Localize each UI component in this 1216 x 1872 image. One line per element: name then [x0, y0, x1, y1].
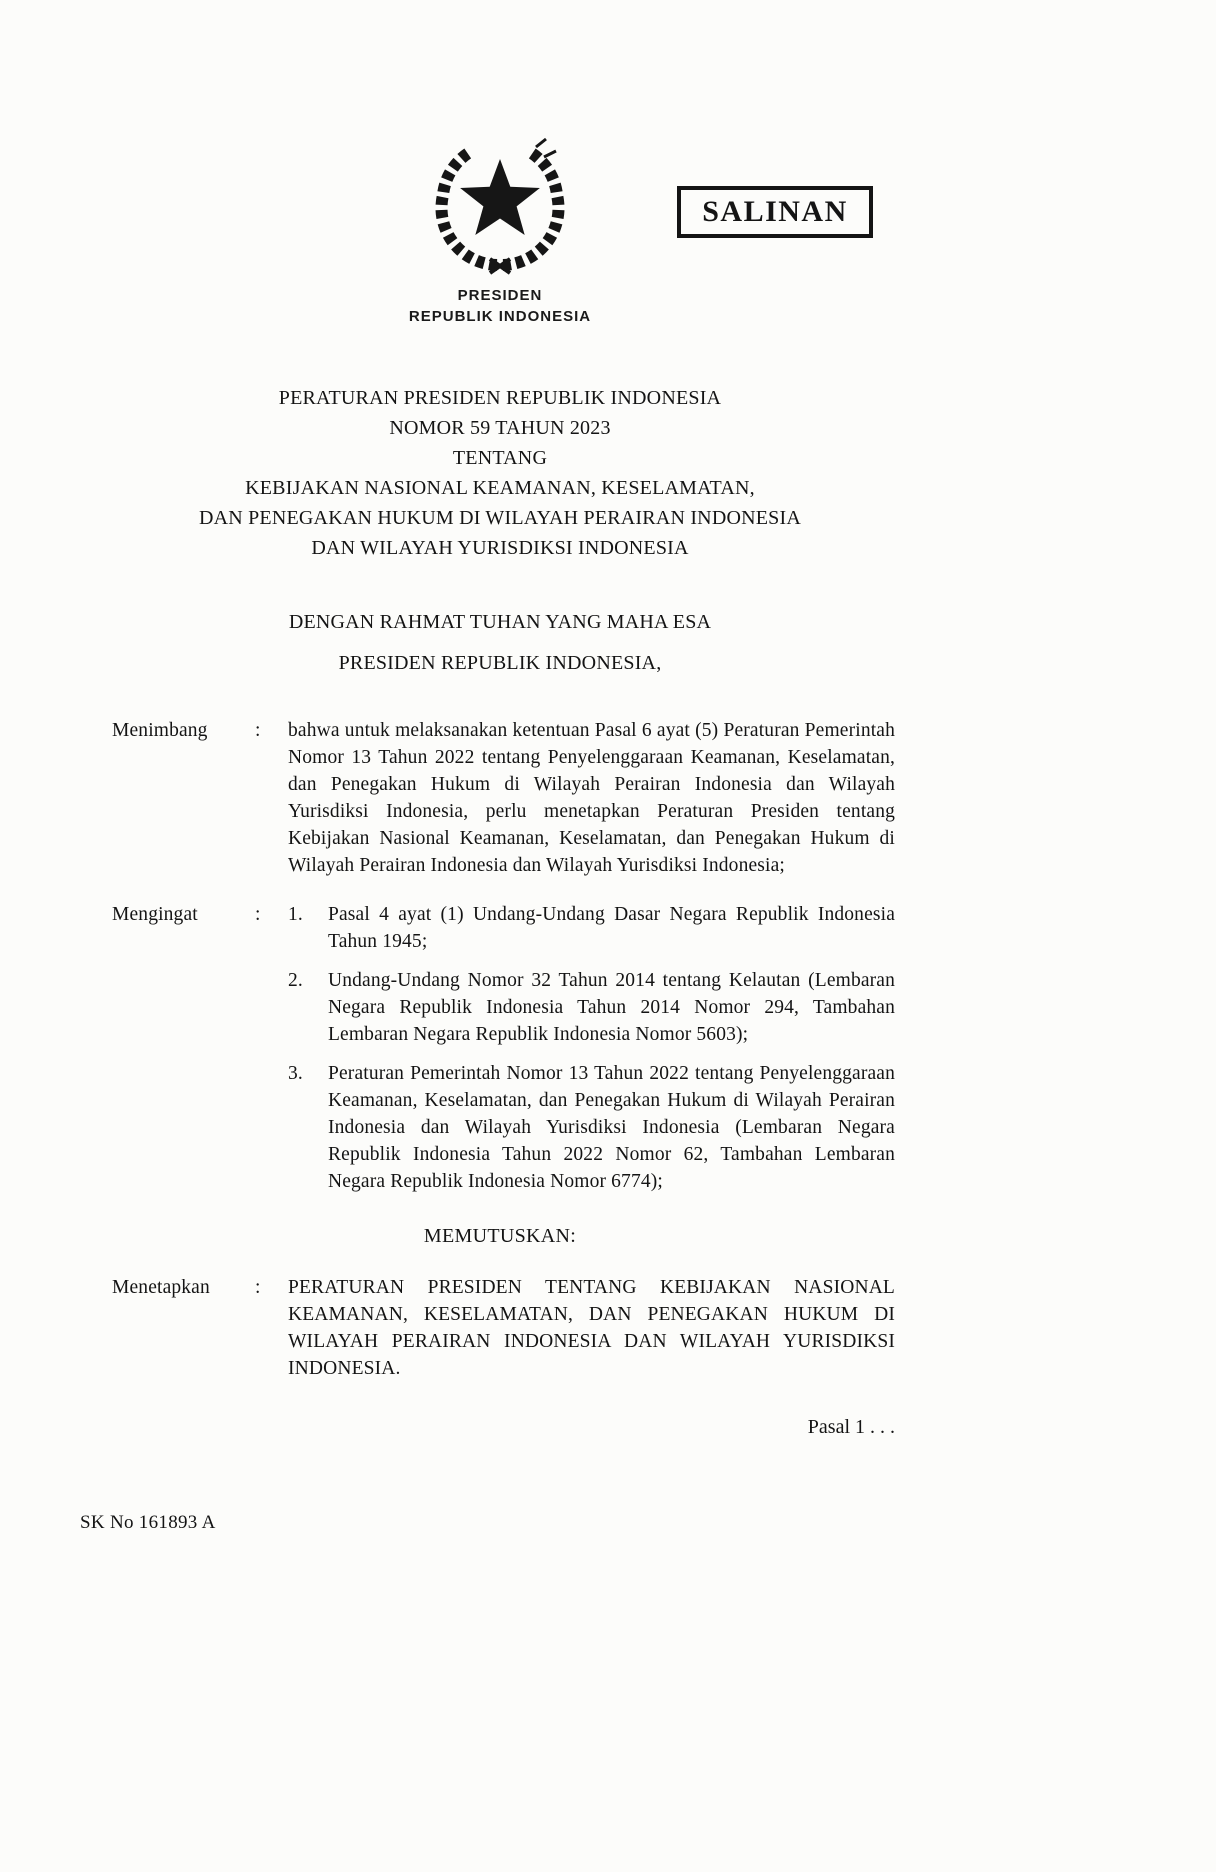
considering-text: bahwa untuk melaksanakan ketentuan Pasal 6 ayat (5) Peraturan Pemerintah Nomor 13 Tahun 2022 tentang Penyelenggaraan Keamanan, Keselamatan, dan Penegakan Hukum di Wilayah Perairan Indonesia dan Wilayah Yurisdiksi Indonesia, perlu menetapkan Peraturan Presiden tentang Kebijakan Nasional Keamanan, Keselamatan, dan Penegakan Hukum di Wilayah Perairan Indonesia dan Wilayah Yurisdiksi Indonesia;: [288, 720, 895, 876]
list-item: [288, 967, 895, 1048]
salinan-stamp-label: SALINAN: [702, 195, 848, 228]
title-line-5: DAN PENEGAKAN HUKUM DI WILAYAH PERAIRAN INDONESIA: [198, 507, 801, 529]
deciding-clause: [105, 1274, 895, 1382]
list-item-number: 2.: [288, 970, 303, 991]
document-content: [105, 0, 895, 1439]
title-line-6: DAN WILAYAH YURISDIKSI INDONESIA: [311, 537, 689, 559]
letterhead-line-republik: REPUBLIK INDONESIA: [408, 308, 592, 325]
title-line-1: PERATURAN PRESIDEN REPUBLIK INDONESIA: [278, 387, 722, 409]
title-line-4: KEBIJAKAN NASIONAL KEAMANAN, KESELAMATAN,: [245, 477, 755, 499]
list-item-text: Peraturan Pemerintah Nomor 13 Tahun 2022 tentang Penyelenggaraan Keamanan, Keselamatan, dan Penegakan Hukum di Wilayah Perairan Indonesia dan Wilayah Yurisdiksi Indonesia (Lembaran Negara Republik Indonesia Tahun 2022 Nomor 62, Tambahan Lembaran Negara Republik Indonesia Nomor 6774);: [328, 1063, 895, 1192]
authority-line: PRESIDEN REPUBLIK INDONESIA,: [338, 652, 662, 674]
list-item-text: Pasal 4 ayat (1) Undang-Undang Dasar Negara Republik Indonesia Tahun 1945;: [328, 904, 895, 952]
considering-label: Menimbang: [112, 720, 208, 741]
deciding-colon: :: [255, 1277, 261, 1298]
title-line-3: TENTANG: [452, 447, 548, 469]
considering-colon: :: [255, 720, 261, 741]
letterhead-text: [105, 285, 895, 327]
list-item-number: 1.: [288, 904, 303, 925]
page-continuation-marker: Pasal 1 . . .: [807, 1416, 895, 1438]
memutuskan-heading: MEMUTUSKAN:: [423, 1225, 577, 1247]
list-item: [288, 901, 895, 955]
list-item: [288, 1060, 895, 1195]
remembering-colon: :: [255, 904, 261, 925]
remembering-label: Mengingat: [112, 904, 198, 925]
considering-clause: [105, 717, 895, 879]
list-item-text: Undang-Undang Nomor 32 Tahun 2014 tentang Kelautan (Lembaran Negara Republik Indonesia Tahun 2014 Nomor 294, Tambahan Lembaran Negara Republik Indonesia Nomor 5603);: [328, 970, 895, 1045]
list-item-number: 3.: [288, 1063, 303, 1084]
sk-number: SK No 161893 A: [80, 1512, 216, 1533]
deciding-text: PERATURAN PRESIDEN TENTANG KEBIJAKAN NASIONAL KEAMANAN, KESELAMATAN, DAN PENEGAKAN HUKUM DI WILAYAH PERAIRAN INDONESIA DAN WILAYAH YURISDIKSI INDONESIA.: [288, 1277, 895, 1379]
letterhead-line-presiden: PRESIDEN: [457, 287, 543, 304]
remembering-clause: [105, 901, 895, 1195]
remembering-list: [288, 901, 895, 1195]
deciding-label: Menetapkan: [112, 1277, 210, 1298]
title-line-2: NOMOR 59 TAHUN 2023: [389, 417, 611, 439]
grace-line: DENGAN RAHMAT TUHAN YANG MAHA ESA: [288, 611, 712, 633]
letterhead: [105, 126, 895, 327]
presidential-seal-icon: [425, 126, 575, 276]
regulation-title: [105, 383, 895, 563]
